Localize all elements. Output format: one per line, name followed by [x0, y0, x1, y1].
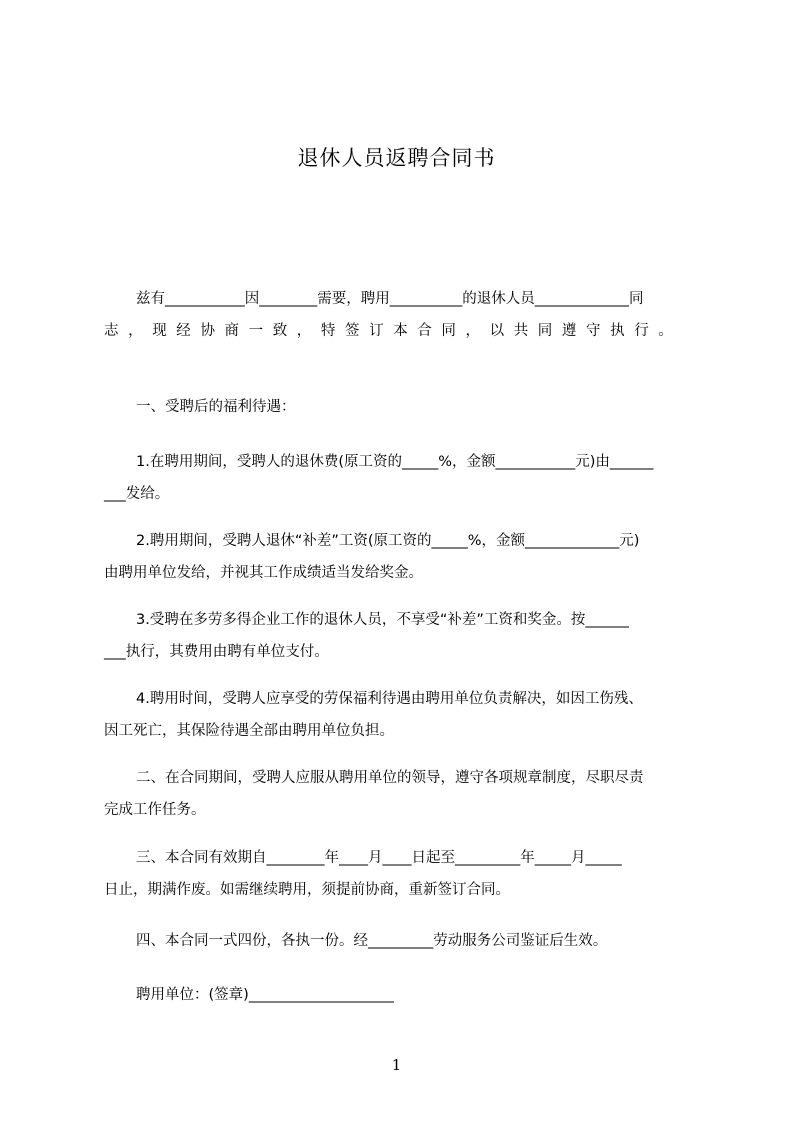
document-title: 退休人员返聘合同书: [297, 146, 496, 170]
item-1-line-1: 1.在聘用期间，受聘人的退休费(原工资的_____%，金额___________元)由______: [136, 454, 654, 470]
intro-paragraph: [104, 283, 700, 347]
section-4-paragraph: [104, 925, 700, 957]
section-1-heading: [104, 391, 700, 423]
intro-line-2: 志，现经协商一致，特签订本合同，以共同遵守执行。: [104, 323, 683, 339]
signature-line: 聘用单位：(签章)____________________: [136, 987, 394, 1003]
page-number: 1: [391, 1056, 402, 1074]
item-4-paragraph: [104, 683, 700, 747]
signature-block: [104, 979, 700, 1011]
item-3-line-1: 3.受聘在多劳多得企业工作的退休人员，不享受“补差”工资和奖金。按______: [136, 612, 629, 628]
section-2-line-1: 二、在合同期间，受聘人应服从聘用单位的领导，遵守各项规章制度，尽职尽责: [136, 770, 644, 786]
section-2-line-2: 完成工作任务。: [104, 802, 206, 818]
item-2-line-1: 2.聘用期间，受聘人退休“补差”工资(原工资的_____%，金额_____________元): [136, 533, 640, 549]
item-3-line-2: ___执行，其费用由聘有单位支付。: [104, 644, 329, 660]
item-3-paragraph: [104, 604, 700, 668]
section-3-line-2: 日止，期满作废。如需继续聘用，须提前协商，重新签订合同。: [104, 882, 510, 898]
item-2-paragraph: [104, 525, 700, 589]
section-1-heading-text: 一、受聘后的福利待遇：: [136, 399, 296, 415]
item-4-line-2: 因工死亡，其保险待遇全部由聘用单位负担。: [104, 723, 394, 739]
section-4-line-1: 四、本合同一式四份，各执一份。经_________劳动服务公司鉴证后生效。: [136, 933, 608, 949]
item-1-line-2: ___发给。: [104, 486, 170, 502]
item-4-line-1: 4.聘用时间，受聘人应享受的劳保福利待遇由聘用单位负责解决，如因工伤残、: [136, 691, 643, 707]
section-3-line-1: 三、本合同有效期自________年____月____日起至_________年_____月_____: [136, 850, 622, 866]
section-2-paragraph: [104, 762, 700, 826]
section-3-paragraph: [104, 842, 700, 906]
item-2-line-2: 由聘用单位发给，并视其工作成绩适当发给奖金。: [104, 565, 423, 581]
intro-line-1: 兹有___________因________需要，聘用__________的退休人员_____________同: [136, 291, 644, 307]
item-1-paragraph: [104, 446, 700, 510]
